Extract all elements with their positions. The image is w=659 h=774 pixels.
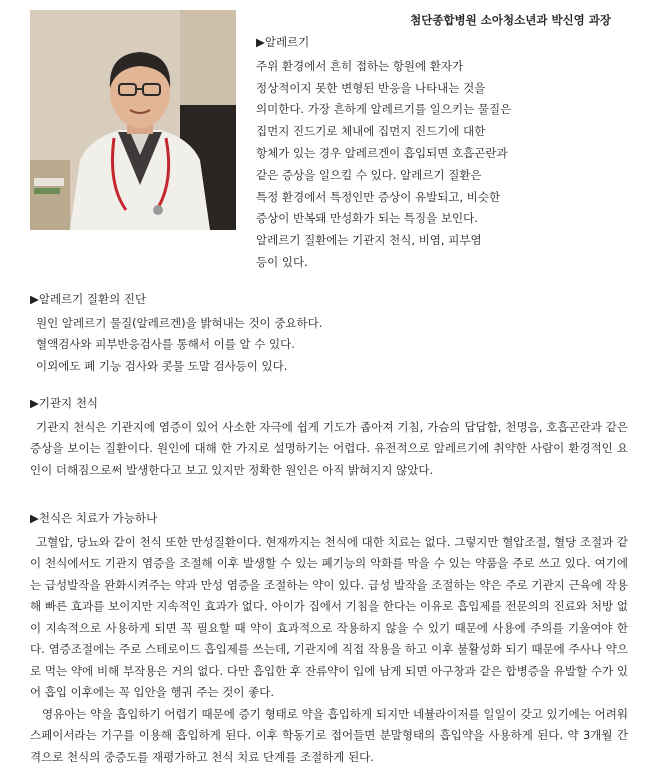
- diagnosis-heading: ▶알레르기 질환의 진단: [30, 292, 147, 306]
- intro-line: 증상이 반복돼 만성화가 되는 특징을 보인다.: [256, 211, 478, 226]
- treatment-section: [30, 508, 628, 768]
- treatment-heading: ▶천식은 치료가 가능하나: [30, 511, 158, 525]
- asthma-heading: ▶기관지 천식: [30, 396, 99, 410]
- asthma-section: [30, 393, 628, 481]
- diagnosis-line: 혈액검사와 피부반응검사를 통해서 이를 알 수 있다.: [36, 337, 295, 351]
- asthma-paragraph: 기관지 천식은 기관지에 염증이 있어 사소한 자극에 쉽게 기도가 좁아져 기침, 가슴의 답답함, 천명음, 호흡곤란과 같은 증상을 보이는 질환이다. 원인에 대해 한 가지로 설명하기는 어렵다. 유전적으로 알레르기에 취약한 사람이 환경적인 요인이 더해짐으로써 발생한다고 보고 있지만 정확한 원인은 아직 밝혀지지 않았다.: [30, 419, 628, 477]
- intro-line: 의미한다. 가장 흔하게 알레르기를 일으키는 물질은: [256, 102, 512, 117]
- intro-line: 등이 있다.: [256, 254, 308, 269]
- intro-line: 항체가 있는 경우 알레르겐이 흡입되면 호흡곤란과: [256, 145, 508, 160]
- intro-line: 정상적이지 못한 변형된 반응을 나타내는 것을: [256, 80, 486, 95]
- allergy-intro-section: [256, 32, 626, 274]
- intro-line: 같은 증상을 일으킬 수 있다. 알레르기 질환은: [256, 167, 482, 182]
- intro-line: 알레르기 질환에는 기관지 천식, 비염, 피부염: [256, 233, 482, 248]
- intro-line: 주위 환경에서 흔히 접하는 항원에 환자가: [256, 58, 464, 73]
- diagnosis-line: 원인 알레르기 물질(알레르겐)을 밝혀내는 것이 중요하다.: [36, 315, 323, 330]
- diagnosis-line: 이외에도 폐 기능 검사와 콧물 도말 검사등이 있다.: [36, 358, 288, 373]
- treatment-paragraph: 고혈압, 당뇨와 같이 천식 또한 만성질환이다. 현재까지는 천식에 대한 치료는 없다. 그렇지만 혈압조절, 혈당 조절과 같이 천식에서도 기관지 염증을 조절해 이후 발생할 수 있는 폐기능의 악화를 막을 수 있는 약품을 주로 쓰고 있다. 여기에는 급성발작을 완화시켜주는 약과 만성 염증을 조절하는 약이 있다. 급성 발작을 조절하는 약은 주로 기관지 근육에 작용해 빠른 효과를 보이지만 지속적인 효과가 없다. 아이가 집에서 기침을 한다는 이유로 흡입제를 전문의의 진료와 처방 없이 지속적으로 사용하게 되면 꼭 필요할 때 약이 효과적으로 작용하지 않을 수 있기 때문에 사용에 주의를 기울여야 한다. 염증조절에는 주로 스테로이드 흡입제를 쓰는데, 기관지에 직접 작용을 하고 이후 불활성화 되기 때문에 주사나 약으로 먹는 약에 비해 부작용은 거의 없다. 다만 흡입한 후 잔류약이 입에 남게 되면 아구창과 같은 합병증을 유발할 수가 있어 흡입 이후에는 꼭 입안을 헹궈 주는 것이 좋다.: [30, 534, 628, 699]
- intro-line: 특정 환경에서 특정인만 증상이 유발되고, 비슷한: [256, 189, 501, 204]
- doctor-photo: [30, 10, 236, 230]
- diagnosis-section: [30, 289, 628, 377]
- treatment-paragraph: 영유아는 약을 흡입하기 어렵기 때문에 증기 형태로 약을 흡입하게 되지만 네뷸라이저를 일일이 갖고 있기에는 어려워 스페이서라는 기구를 이용해 흡입하게 된다. 이후 학동기로 접어들면 분말형태의 흡입약을 사용하게 된다. 약 3개월 간격으로 천식의 중증도를 재평가하고 천식 치료 단계를 조절하게 된다.: [30, 706, 628, 764]
- allergy-heading: ▶알레르기: [256, 35, 310, 49]
- doctor-photo-illustration: [30, 10, 236, 230]
- author-byline: 첨단종합병원 소아청소년과 박신영 과장: [410, 13, 611, 27]
- intro-line: 집먼지 진드기로 체내에 집먼지 진드기에 대한: [256, 124, 486, 139]
